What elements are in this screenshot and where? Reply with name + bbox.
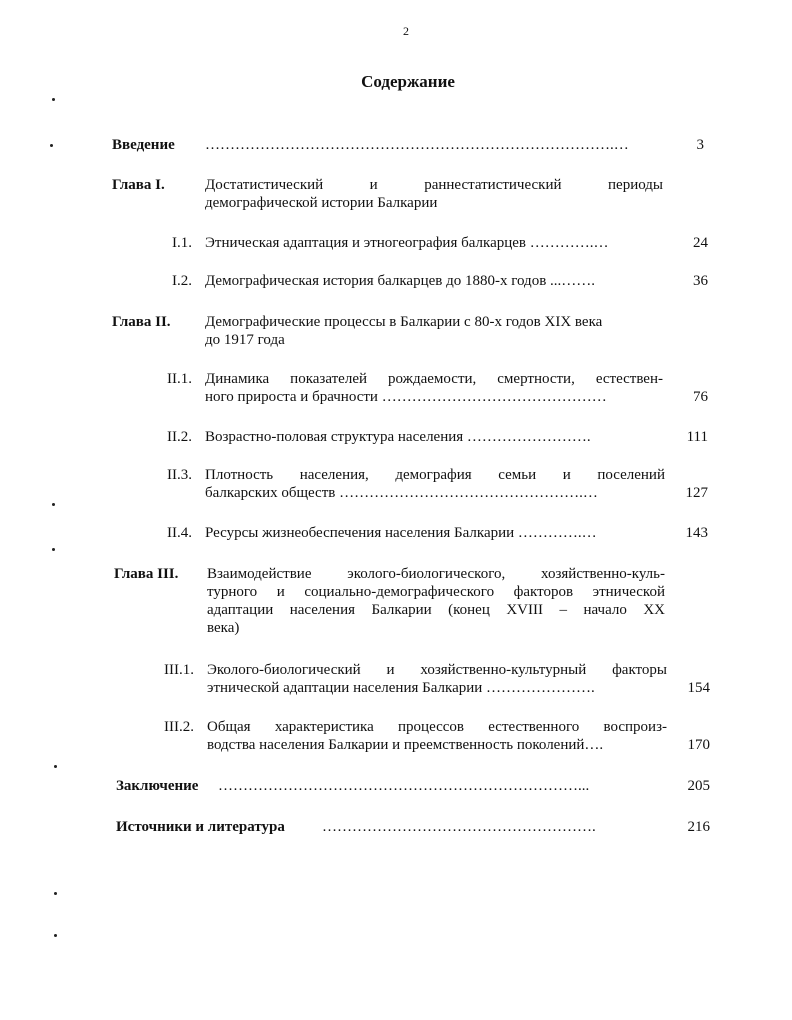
toc-sources-page: 216: [687, 819, 710, 835]
toc-chapter-1-title-line1: Достатистический и раннестатистический периоды: [205, 177, 663, 193]
toc-section-2-1-title-line1: Динамика показателей рождаемости, смертности, естествен-: [205, 371, 663, 387]
scan-speck: [54, 892, 57, 895]
toc-conclusion-page: 205: [687, 778, 710, 794]
toc-chapter-2-title-line1: Демографические процессы в Балкарии с 80-х годов XIX века: [205, 314, 603, 330]
toc-section-2-1-page: 76: [693, 389, 708, 405]
toc-sources-label: Источники и литература: [116, 819, 285, 835]
toc-section-2-2-page: 111: [686, 429, 708, 445]
toc-section-1-1-number: I.1.: [172, 235, 192, 251]
toc-section-2-1-number: II.1.: [167, 371, 192, 387]
page-number: 2: [403, 24, 409, 38]
toc-chapter-3-title-line1: Взаимодействие эколого-биологического, хозяйственно-куль-: [207, 566, 665, 582]
toc-chapter-3-label: Глава III.: [114, 566, 179, 582]
toc-section-2-4-title: Ресурсы жизнеобеспечения населения Балкарии ………….…: [205, 525, 597, 541]
toc-section-3-2-title-line2: водства населения Балкарии и преемственность поколений….: [207, 737, 604, 753]
toc-section-2-3-page: 127: [685, 485, 708, 501]
scan-speck: [52, 98, 55, 101]
scan-speck: [52, 548, 55, 551]
toc-intro-label: Введение: [112, 137, 175, 153]
toc-section-2-4-page: 143: [685, 525, 708, 541]
toc-section-3-1-title-line2: этнической адаптации населения Балкарии ………………….: [207, 680, 595, 696]
scan-speck: [50, 144, 53, 147]
toc-section-3-1-number: III.1.: [164, 662, 194, 678]
toc-conclusion-dots: ………………………………………………………………...: [218, 778, 590, 794]
toc-chapter-2-label: Глава II.: [112, 314, 171, 330]
toc-intro-dots: ……………………………………………………………………….…: [205, 137, 629, 153]
toc-chapter-3-title-line4: века): [207, 620, 240, 636]
toc-intro-page: 3: [696, 137, 704, 153]
toc-section-2-2-title: Возрастно-половая структура населения …………………….: [205, 429, 591, 445]
toc-section-2-2-number: II.2.: [167, 429, 192, 445]
scan-speck: [52, 503, 55, 506]
toc-section-2-1-title-line2: ного прироста и брачности ………………………………………: [205, 389, 607, 405]
toc-section-3-2-page: 170: [687, 737, 710, 753]
toc-chapter-3-title-line3: адаптации населения Балкарии (конец XVIII – начало XX: [207, 602, 665, 618]
toc-section-3-2-number: III.2.: [164, 719, 194, 735]
toc-section-2-3-number: II.3.: [167, 467, 192, 483]
toc-sources-dots: ……………………………………………….: [322, 819, 596, 835]
toc-section-2-3-title-line2: балкарских обществ ………………………………………….…: [205, 485, 598, 501]
toc-section-3-1-title-line1: Эколого-биологический и хозяйственно-культурный факторы: [207, 662, 667, 678]
toc-chapter-3-title-line2: турного и социально-демографического факторов этнической: [207, 584, 665, 600]
toc-chapter-1-title-line2: демографической истории Балкарии: [205, 195, 438, 211]
toc-section-1-1-page: 24: [693, 235, 708, 251]
toc-section-3-2-title-line1: Общая характеристика процессов естественного воспроиз-: [207, 719, 667, 735]
scan-speck: [54, 934, 57, 937]
page-title: Содержание: [361, 72, 455, 91]
toc-section-2-4-number: II.4.: [167, 525, 192, 541]
toc-section-1-2-page: 36: [693, 273, 708, 289]
toc-section-2-3-title-line1: Плотность населения, демография семьи и поселений: [205, 467, 665, 483]
toc-section-1-2-number: I.2.: [172, 273, 192, 289]
toc-section-1-1-title: Этническая адаптация и этногеография балкарцев ………….…: [205, 235, 609, 251]
toc-section-3-1-page: 154: [687, 680, 710, 696]
toc-chapter-1-label: Глава I.: [112, 177, 165, 193]
toc-section-1-2-title: Демографическая история балкарцев до 1880-х годов ...…….: [205, 273, 596, 289]
scan-speck: [54, 765, 57, 768]
toc-conclusion-label: Заключение: [116, 778, 199, 794]
toc-chapter-2-title-line2: до 1917 года: [205, 332, 285, 348]
